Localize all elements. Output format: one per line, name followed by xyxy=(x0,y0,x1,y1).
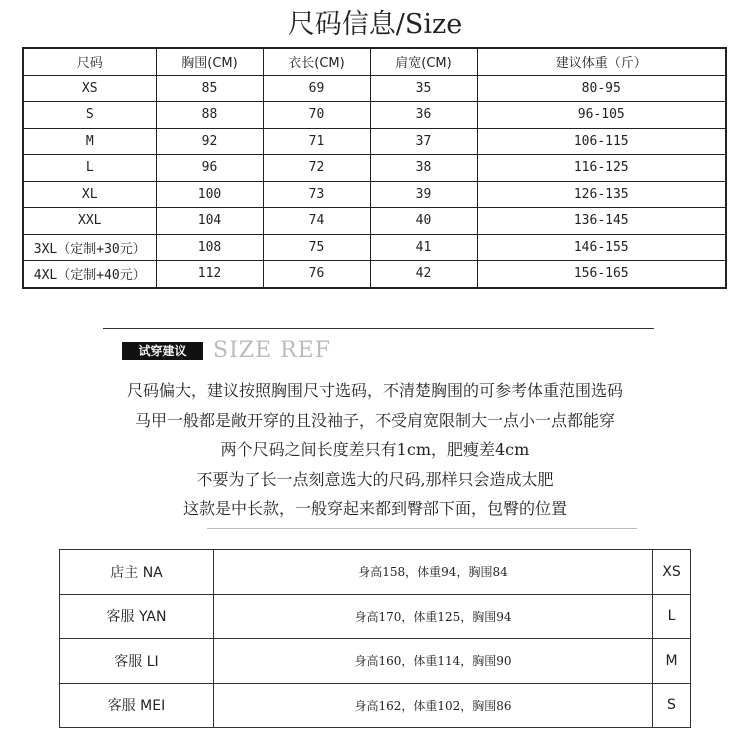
advice-line: 尺码偏大，建议按照胸围尺寸选码，不清楚胸围的可参考体重范围选码 xyxy=(126,381,623,400)
cell-size: 3XL（定制+30元） xyxy=(23,234,156,261)
cell-weight: 136-145 xyxy=(477,208,726,235)
table-row xyxy=(60,639,692,684)
cell-shoulder: 35 xyxy=(370,75,477,102)
model-stats: 身高162，体重102，胸围86 xyxy=(214,683,653,728)
cell-shoulder: 36 xyxy=(370,102,477,129)
cell-size: XXL xyxy=(23,208,156,235)
cell-shoulder: 38 xyxy=(370,155,477,182)
cell-weight: 126-135 xyxy=(477,181,726,208)
cell-size: XL xyxy=(23,181,156,208)
advice-line: 两个尺码之间长度差只有1cm，肥瘦差4cm xyxy=(220,440,530,459)
table-row xyxy=(60,683,692,728)
size-ref-heading: SIZE REF xyxy=(213,338,331,363)
cell-shoulder: 41 xyxy=(370,234,477,261)
model-size: S xyxy=(653,683,691,728)
cell-chest: 108 xyxy=(156,234,263,261)
cell-length: 74 xyxy=(263,208,370,235)
cell-shoulder: 37 xyxy=(370,128,477,155)
advice-line: 马甲一般都是敞开穿的且没袖子，不受肩宽限制大一点小一点都能穿 xyxy=(134,410,615,430)
cell-chest: 85 xyxy=(156,75,263,102)
section-divider xyxy=(103,328,654,329)
cell-chest: 100 xyxy=(156,181,263,208)
table-row xyxy=(23,102,726,129)
cell-length: 69 xyxy=(263,75,370,102)
page-title: 尺码信息/Size xyxy=(287,9,463,40)
table-row xyxy=(23,155,726,182)
cell-weight: 80-95 xyxy=(477,75,726,102)
model-reference-table xyxy=(59,549,692,728)
cell-size: XS xyxy=(23,75,156,102)
advice-line: 这款是中长款，一般穿起来都到臀部下面，包臀的位置 xyxy=(182,499,567,518)
header-length: 衣长(CM) xyxy=(263,48,370,75)
table-row xyxy=(23,261,726,288)
size-chart-table xyxy=(22,47,727,289)
table-row xyxy=(23,128,726,155)
cell-length: 73 xyxy=(263,181,370,208)
cell-length: 72 xyxy=(263,155,370,182)
header-size: 尺码 xyxy=(23,48,156,75)
cell-length: 75 xyxy=(263,234,370,261)
model-size: L xyxy=(653,594,691,639)
section-divider xyxy=(207,528,637,529)
header-weight: 建议体重（斤） xyxy=(477,48,726,75)
cell-chest: 104 xyxy=(156,208,263,235)
header-chest: 胸围(CM) xyxy=(156,48,263,75)
cell-shoulder: 40 xyxy=(370,208,477,235)
model-name: 店主 NA xyxy=(60,550,214,595)
advice-line: 不要为了长一点刻意选大的尺码,那样只会造成太肥 xyxy=(196,469,554,489)
model-size: M xyxy=(653,639,691,684)
size-table-header-row xyxy=(23,48,726,75)
cell-weight: 116-125 xyxy=(477,155,726,182)
table-row xyxy=(23,181,726,208)
cell-weight: 96-105 xyxy=(477,102,726,129)
model-name: 客服 MEI xyxy=(60,683,214,728)
cell-length: 71 xyxy=(263,128,370,155)
cell-shoulder: 42 xyxy=(370,261,477,288)
model-stats: 身高158，体重94，胸围84 xyxy=(214,550,653,595)
cell-size: M xyxy=(23,128,156,155)
model-stats: 身高160，体重114，胸围90 xyxy=(214,639,653,684)
cell-chest: 112 xyxy=(156,261,263,288)
cell-size: S xyxy=(23,102,156,129)
cell-shoulder: 39 xyxy=(370,181,477,208)
table-row xyxy=(23,75,726,102)
model-name: 客服 LI xyxy=(60,639,214,684)
table-row xyxy=(23,234,726,261)
cell-weight: 146-155 xyxy=(477,234,726,261)
table-row xyxy=(23,208,726,235)
model-name: 客服 YAN xyxy=(60,594,214,639)
model-size: XS xyxy=(653,550,691,595)
size-advice-text xyxy=(0,376,750,524)
model-stats: 身高170，体重125，胸围94 xyxy=(214,594,653,639)
cell-chest: 96 xyxy=(156,155,263,182)
cell-length: 70 xyxy=(263,102,370,129)
table-row xyxy=(60,594,692,639)
cell-size: 4XL（定制+40元） xyxy=(23,261,156,288)
cell-length: 76 xyxy=(263,261,370,288)
table-row xyxy=(60,550,692,595)
cell-chest: 88 xyxy=(156,102,263,129)
header-shoulder: 肩宽(CM) xyxy=(370,48,477,75)
cell-chest: 92 xyxy=(156,128,263,155)
cell-weight: 106-115 xyxy=(477,128,726,155)
cell-weight: 156-165 xyxy=(477,261,726,288)
cell-size: L xyxy=(23,155,156,182)
size-advice-tag: 试穿建议 xyxy=(122,342,203,360)
